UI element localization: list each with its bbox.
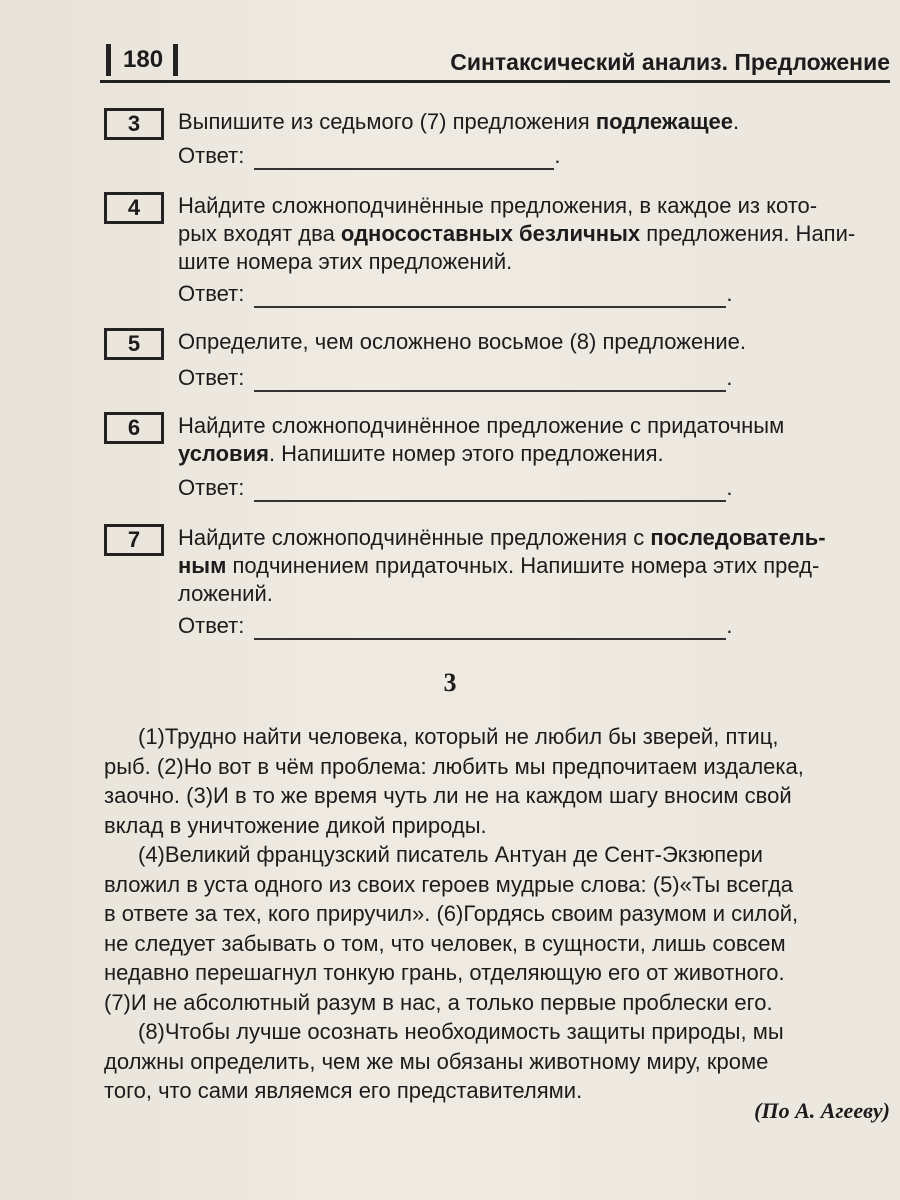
text-line: (7)И не абсолютный разум в нас, а только первые проблески его. [104,989,773,1015]
task-question [178,412,890,468]
page-number: 180 [106,44,178,76]
paragraph-3 [104,1017,890,1106]
question-line: условия. Напишите номер этого предложения. [178,441,664,466]
answer-row: Ответ: . [178,281,733,306]
task-number-box: 7 [104,524,164,556]
text-line: заочно. (3)И в то же время чуть ли не на каждом шагу вносим свой [104,783,792,808]
task-question [178,524,890,608]
answer-row: Ответ: . [178,613,733,638]
question-line: Выпишите из седьмого (7) предложения подлежащее. [178,109,740,134]
text-line: (8)Чтобы лучше осознать необходимость защиты природы, мы [138,1019,784,1044]
question-line: рых входят два односоставных безличных предложения. Напи- [178,221,856,246]
question-line: шите номера этих предложений. [178,249,513,274]
running-title: Синтаксический анализ. Предложение [450,49,890,75]
question-line: Найдите сложноподчинённые предложения с последователь- [178,525,826,550]
answer-field[interactable] [254,284,726,308]
text-line: должны определить, чем же мы обязаны животному миру, кроме [104,1048,769,1074]
task-7 [104,524,890,644]
answer-label: Ответ: [178,475,245,500]
question-line: Определите, чем осложнено восьмое (8) предложение. [178,329,747,354]
answer-row: Ответ: . [178,143,561,168]
question-line: Найдите сложноподчинённое предложение с придаточным [178,413,785,438]
answer-field[interactable] [254,146,554,170]
answer-label: Ответ: [178,613,245,638]
answer-field[interactable] [254,616,726,640]
text-line: того, что сами являемся его представителями. [104,1078,583,1103]
answer-label: Ответ: [178,143,245,168]
answer-field[interactable] [254,368,726,392]
text-line: рыб. (2)Но вот в чём проблема: любить мы предпочитаем издалека, [104,753,804,779]
task-number-box: 6 [104,412,164,444]
task-number-box: 4 [104,192,164,224]
text-line: вложил в уста одного из своих героев мудрые слова: (5)«Ты всегда [104,871,794,897]
page-header [100,44,890,83]
answer-field[interactable] [254,478,726,502]
text-number-heading: 3 [443,668,457,697]
question-line: ным подчинением придаточных. Напишите номера этих пред- [178,553,820,578]
paragraph-1 [104,722,890,840]
task-4 [104,192,890,312]
text-line: вклад в уничтожение дикой природы. [104,812,487,838]
answer-row: Ответ: . [178,365,733,390]
question-line: Найдите сложноподчинённые предложения, в каждое из кото- [178,193,818,218]
text-line: не следует забывать о том, что человек, в сущности, лишь совсем [104,930,786,956]
answer-label: Ответ: [178,365,245,390]
task-question [178,192,890,276]
task-number-box: 5 [104,328,164,360]
task-5 [104,328,890,392]
question-line: ложений. [178,581,273,606]
answer-label: Ответ: [178,281,245,306]
task-3 [104,108,890,172]
task-question [178,328,890,356]
task-question [178,108,890,136]
paragraph-2 [104,840,890,1017]
text-line: (1)Трудно найти человека, который не любил бы зверей, птиц, [138,724,779,749]
reading-text [104,722,890,1106]
text-line: недавно перешагнул тонкую грань, отделяющую его от животного. [104,960,785,985]
task-number-box: 3 [104,108,164,140]
text-line: (4)Великий французский писатель Антуан де Сент-Экзюпери [138,842,763,867]
text-line: в ответе за тех, кого приручил». (6)Гордясь своим разумом и силой, [104,901,799,926]
author-attribution: (По А. Агееву) [754,1098,890,1123]
answer-row: Ответ: . [178,475,733,500]
task-6 [104,412,890,508]
